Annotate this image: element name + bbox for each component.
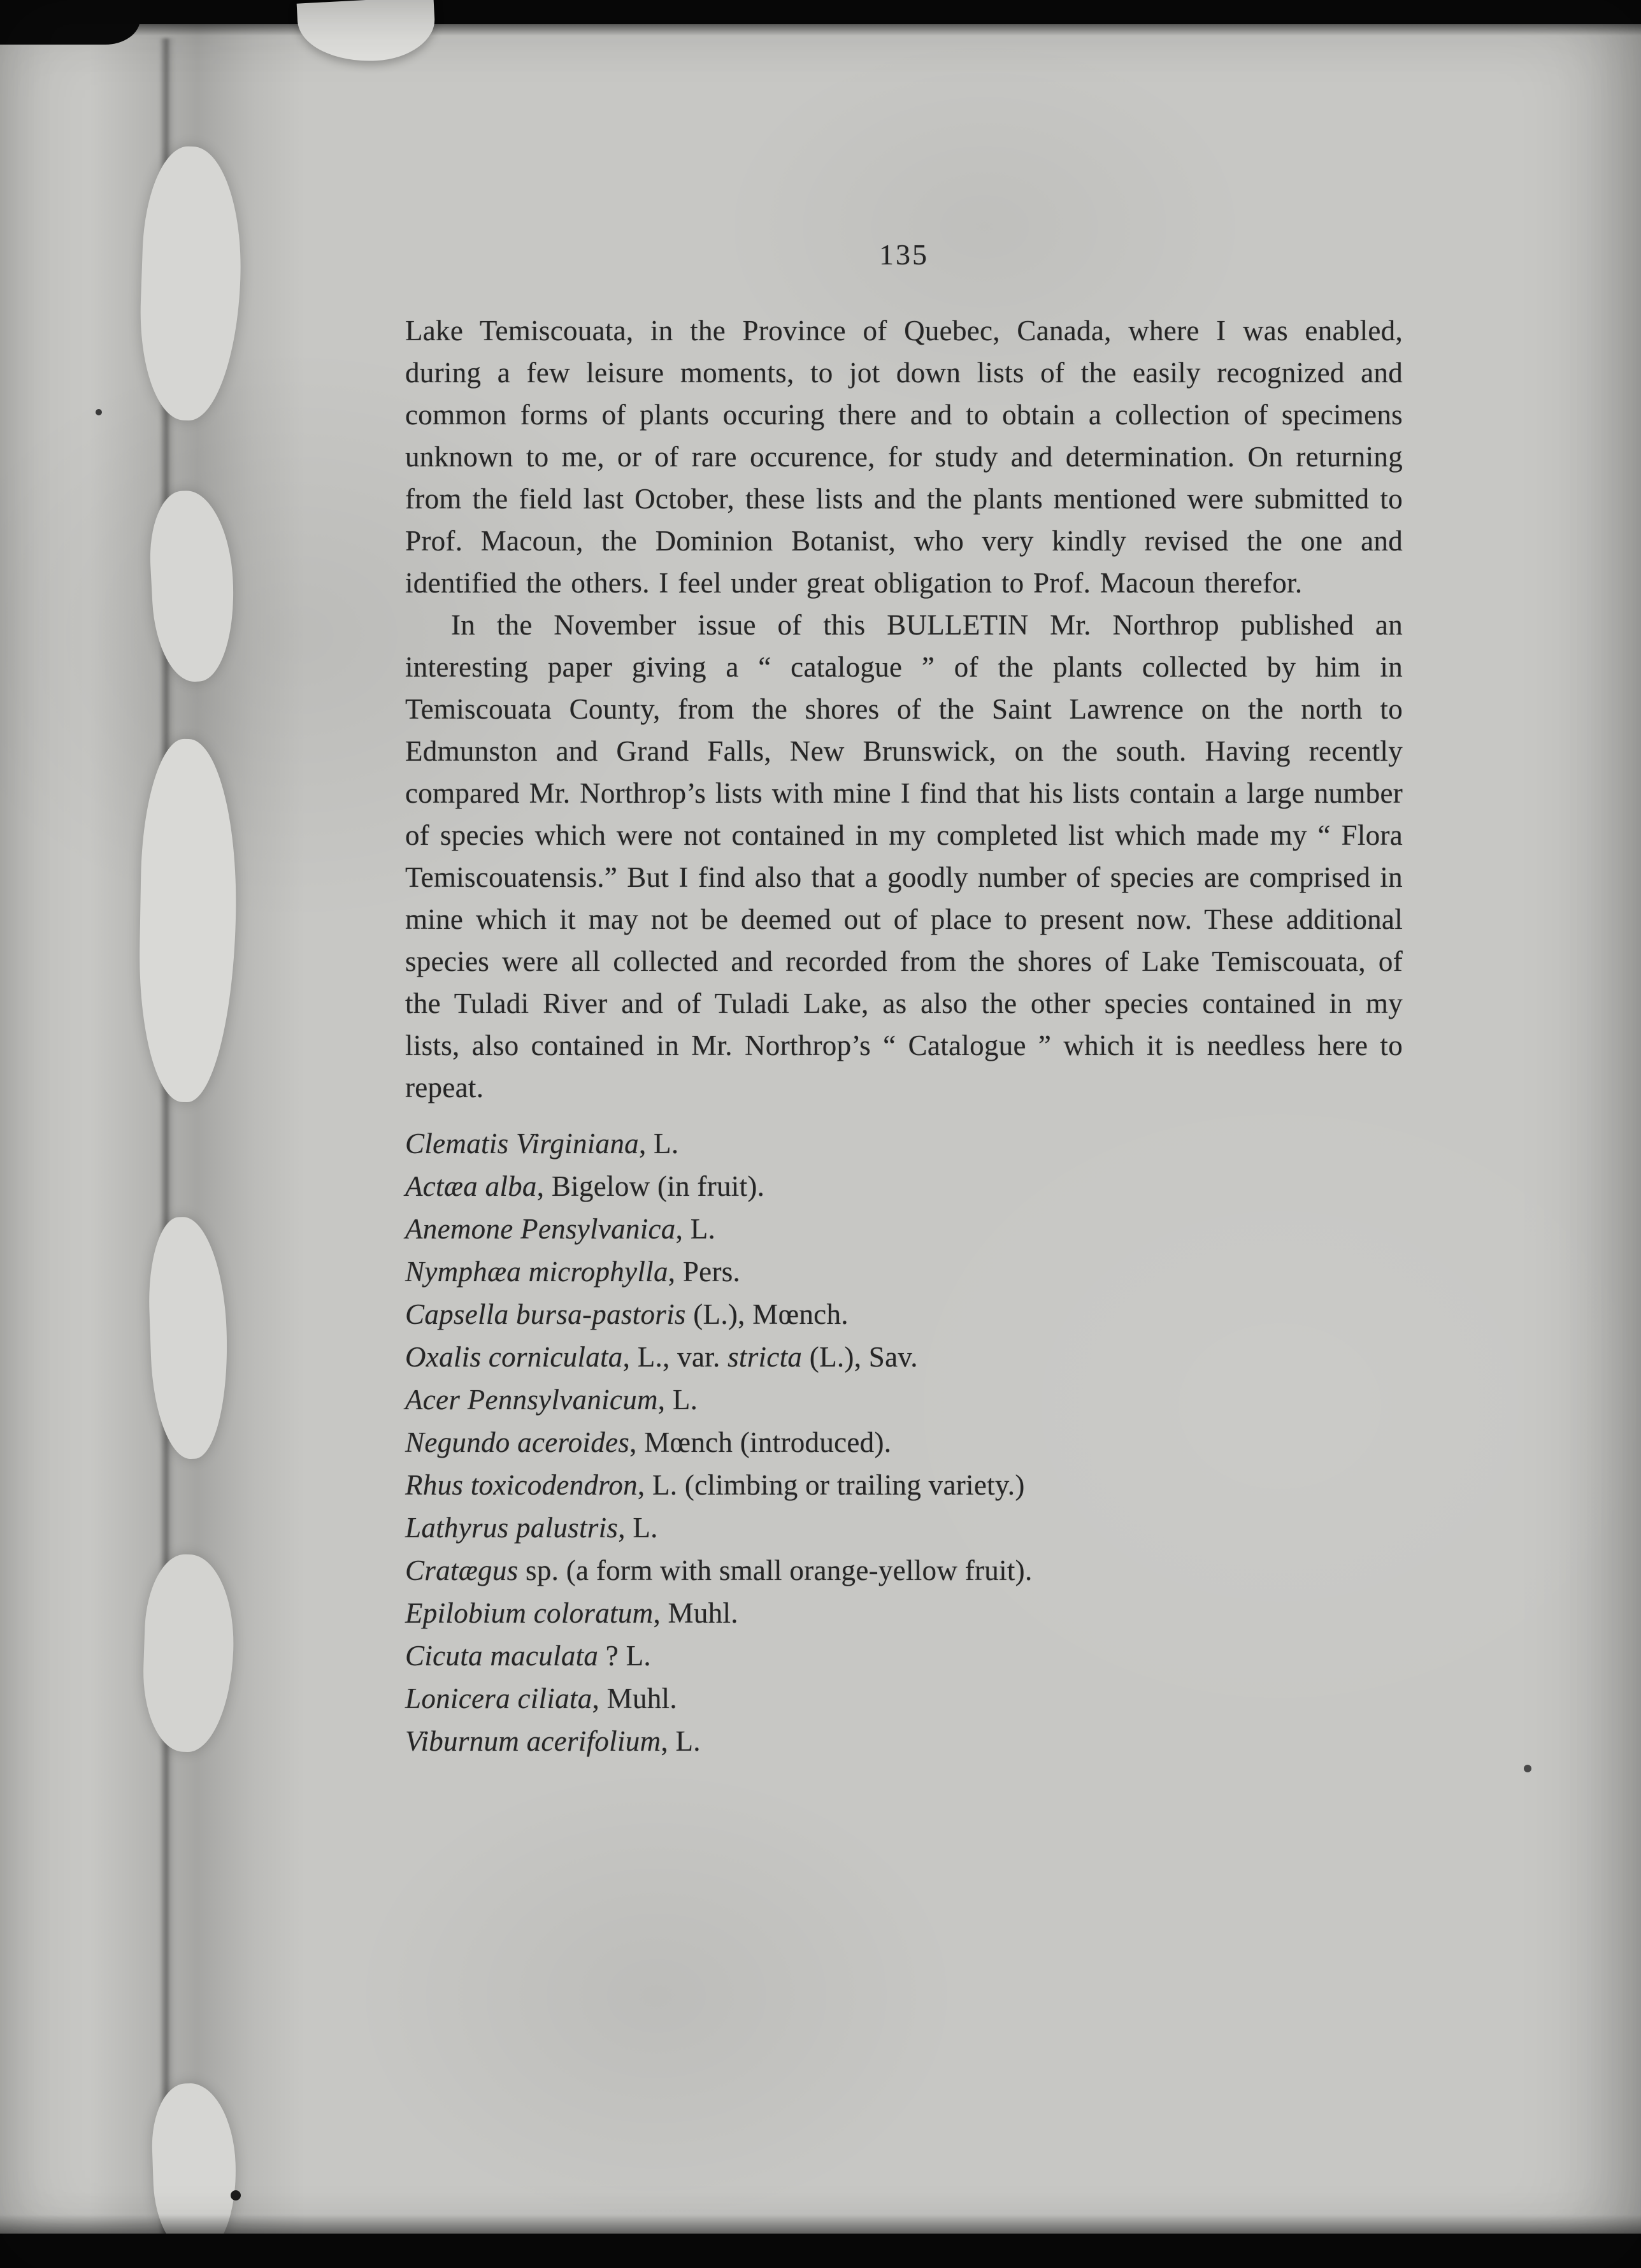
species-name: Oxalis corniculata: [405, 1341, 623, 1373]
torn-paper-top: [297, 0, 437, 65]
species-author: , Muhl.: [592, 1683, 677, 1714]
species-name: Cratægus: [405, 1554, 519, 1586]
species-name: Clematis Virginiana: [405, 1128, 639, 1159]
species-author: sp. (a form with small orange-yellow fruit).: [518, 1554, 1033, 1586]
species-author: , Bigelow (in fruit).: [536, 1170, 765, 1202]
scan-edge-top: [0, 0, 1641, 24]
species-author: , Pers.: [668, 1256, 741, 1288]
species-author-2: (L.), Sav.: [802, 1341, 918, 1373]
species-author: , L. (climbing or trailing variety.): [637, 1469, 1025, 1501]
species-author: , L.: [657, 1384, 698, 1416]
species-item: [405, 1421, 1403, 1464]
species-author: , L., var.: [622, 1341, 728, 1373]
species-name: Cicuta maculata: [405, 1640, 599, 1672]
species-author: , L.: [638, 1128, 679, 1159]
page-number: 135: [879, 238, 929, 271]
species-name: Viburnum acerifolium: [405, 1725, 661, 1757]
species-author: , Muhl.: [653, 1597, 738, 1629]
species-name: Rhus toxicodendron: [405, 1469, 638, 1501]
ink-speck: [231, 2190, 241, 2200]
scan-edge-bottom: [0, 2234, 1641, 2268]
species-name: Anemone Pensylvanica: [405, 1213, 676, 1245]
species-name: Epilobium coloratum: [405, 1597, 654, 1629]
species-item: [405, 1635, 1403, 1677]
ink-speck: [96, 409, 102, 415]
ink-speck: [1524, 1765, 1531, 1772]
species-item: [405, 1677, 1403, 1720]
species-item: [405, 1336, 1403, 1379]
species-author: , Mœnch (introduced).: [629, 1426, 892, 1458]
species-name: Capsella bursa-pastoris: [405, 1298, 686, 1330]
species-item: [405, 1549, 1403, 1592]
species-item: [405, 1208, 1403, 1251]
species-item: [405, 1251, 1403, 1293]
species-author: , L.: [661, 1725, 701, 1757]
species-list: [405, 1123, 1403, 1763]
species-item: [405, 1507, 1403, 1549]
species-author: ? L.: [598, 1640, 651, 1672]
species-variety: stricta: [727, 1341, 803, 1373]
species-name: Negundo aceroides: [405, 1426, 630, 1458]
species-name: Lathyrus palustris: [405, 1512, 619, 1544]
species-item: [405, 1720, 1403, 1763]
page-content: [405, 237, 1403, 1763]
species-item: [405, 1123, 1403, 1165]
paragraph-2: In the November issue of this BULLETIN Mr. Northrop published an interesting paper giving a “ catalogue ” of the plants collected by him in Temiscouata County, from the shores of the Saint Lawrence on the north to Edmunston and Grand Falls, New Brunswick, on the south. Having recently compared Mr. Northrop’s lists with mine I find that his lists contain a large number of species which were not contained in my completed list which made my “ Flora Temiscouatensis.” But I find also that a goodly number of species are comprised in mine which it may not be deemed out of place to present now. These additional species were all collected and recorded from the shores of Lake Temiscouata, of the Tuladi River and of Tuladi Lake, as also the other species contained in my lists, also contained in Mr. Northrop’s “ Catalogue ” which it is needless here to repeat.: [405, 609, 1403, 1103]
species-item: [405, 1165, 1403, 1208]
species-item: [405, 1592, 1403, 1635]
species-author: (L.), Mœnch.: [685, 1298, 849, 1330]
species-item: [405, 1293, 1403, 1336]
species-item: [405, 1379, 1403, 1421]
species-author: , L.: [675, 1213, 716, 1245]
paragraph-1: Lake Temiscouata, in the Province of Quebec, Canada, where I was enabled, during a few leisure moments, to jot down lists of the easily recognized and common forms of plants occuring there and to obtain a collection of specimens unknown to me, or of rare occurence, for study and determination. On returning from the field last October, these lists and the plants mentioned were submitted to Prof. Macoun, the Dominion Botanist, who very kindly revised the one and identified the others. I feel under great obligation to Prof. Macoun therefor.: [405, 315, 1403, 599]
species-item: [405, 1464, 1403, 1507]
scan-corner-top-left: [0, 0, 140, 45]
species-author: , L.: [618, 1512, 658, 1544]
species-name: Acer Pennsylvanicum: [405, 1384, 658, 1416]
species-name: Actæa alba: [405, 1170, 537, 1202]
species-name: Nymphæa microphylla: [405, 1256, 668, 1288]
species-name: Lonicera ciliata: [405, 1683, 592, 1714]
